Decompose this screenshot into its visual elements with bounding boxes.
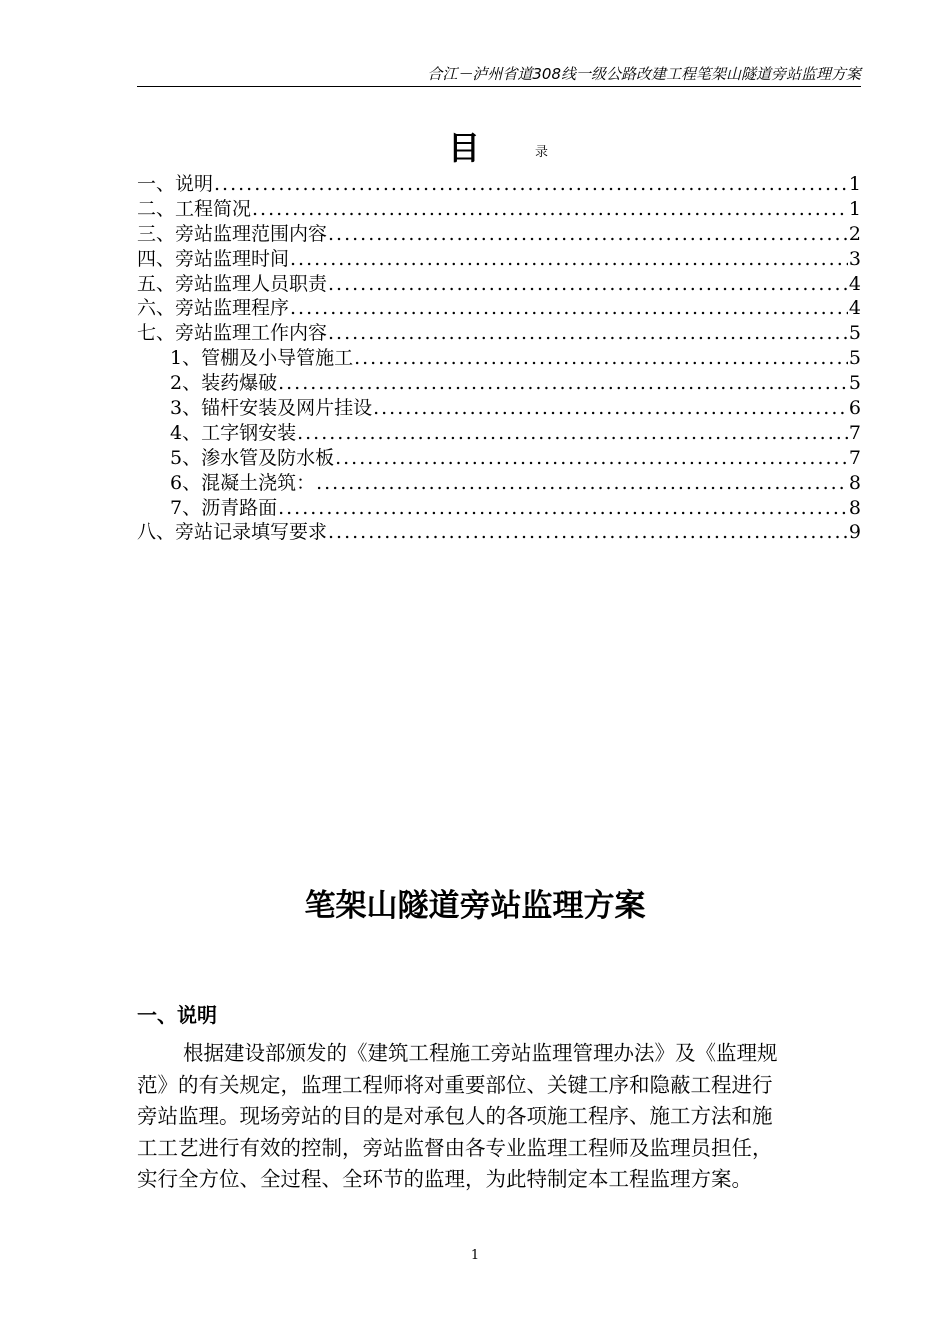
paragraph-line: 根据建设部颁发的《建筑工程施工旁站监理管理办法》及《监理规 — [183, 1041, 778, 1065]
toc-entry[interactable] — [137, 520, 861, 545]
toc-leader-dots — [328, 520, 848, 545]
toc-leader-dots — [214, 172, 848, 197]
table-of-contents — [137, 172, 861, 545]
toc-entry-label: 七、旁站监理工作内容 — [137, 322, 328, 345]
toc-entry-label: 三、旁站监理范围内容 — [137, 222, 328, 245]
toc-leader-dots — [328, 222, 848, 247]
toc-entry-label: 八、旁站记录填写要求 — [137, 521, 328, 544]
paragraph-line: 范》的有关规定，监理工程师将对重要部位、关键工序和隐蔽工程进行 — [137, 1072, 773, 1097]
toc-entry[interactable] — [137, 172, 861, 197]
toc-entry-label: 3、锚杆安装及网片挂设 — [170, 397, 373, 420]
toc-entry-page: 2 — [848, 222, 861, 245]
toc-leader-dots — [316, 471, 848, 496]
section-heading: 一、说明 — [137, 1003, 217, 1027]
toc-entry-label: 六、旁站监理程序 — [137, 297, 290, 320]
toc-entry-label: 5、渗水管及防水板 — [170, 446, 335, 469]
toc-entry-page: 5 — [848, 347, 861, 370]
toc-entry-label: 2、装药爆破 — [170, 372, 278, 395]
toc-leader-dots — [297, 421, 848, 446]
toc-leader-dots — [328, 321, 848, 346]
toc-entry-label: 一、说明 — [137, 173, 214, 195]
toc-leader-dots — [290, 247, 848, 272]
toc-title — [0, 128, 950, 172]
toc-leader-dots — [278, 496, 848, 521]
toc-leader-dots — [252, 197, 848, 222]
toc-leader-dots — [278, 371, 848, 396]
toc-entry-page: 4 — [848, 297, 861, 320]
toc-entry-page: 1 — [848, 197, 861, 220]
toc-entry-label: 7、沥青路面 — [170, 496, 278, 519]
toc-entry-page: 1 — [848, 173, 861, 195]
toc-entry[interactable] — [137, 222, 861, 247]
toc-entry[interactable] — [137, 446, 861, 471]
toc-entry-label: 4、工字钢安装 — [170, 421, 297, 444]
document-title: 笔架山隧道旁站监理方案 — [304, 888, 646, 924]
toc-entry[interactable] — [137, 396, 861, 421]
paragraph-line: 旁站监理。现场旁站的目的是对承包人的各项施工程序、施工方法和施 — [137, 1104, 773, 1128]
toc-leader-dots — [335, 446, 848, 471]
toc-entry[interactable] — [137, 272, 861, 297]
toc-entry-page: 7 — [848, 421, 861, 444]
toc-entry[interactable] — [137, 346, 861, 371]
toc-entry[interactable] — [137, 421, 861, 446]
toc-leader-dots — [290, 296, 848, 321]
toc-title-main: 目 — [448, 129, 481, 167]
toc-entry[interactable] — [137, 371, 861, 396]
toc-title-secondary: 录 — [535, 145, 549, 160]
toc-entry-label: 6、混凝土浇筑： — [170, 471, 316, 494]
toc-entry[interactable] — [137, 496, 861, 521]
toc-leader-dots — [354, 346, 848, 371]
paragraph-line: 工工艺进行有效的控制，旁站监督由各专业监理工程师及监理员担任， — [137, 1135, 773, 1160]
toc-entry[interactable] — [137, 471, 861, 496]
toc-entry-page: 9 — [848, 521, 861, 544]
toc-leader-dots — [373, 396, 848, 421]
toc-entry-page: 4 — [848, 272, 861, 295]
toc-entry-label: 1、管棚及小导管施工 — [170, 347, 354, 370]
toc-entry-page: 3 — [848, 247, 861, 270]
toc-entry-label: 二、工程简况 — [137, 197, 252, 220]
toc-entry[interactable] — [137, 247, 861, 272]
running-header — [137, 64, 861, 87]
toc-entry[interactable] — [137, 321, 861, 346]
toc-entry-page: 5 — [848, 372, 861, 395]
toc-entry-page: 6 — [848, 397, 861, 420]
toc-entry[interactable] — [137, 296, 861, 321]
toc-entry-page: 8 — [848, 496, 861, 519]
running-header-text: 合江－泸州省道308线一级公路改建工程笔架山隧道旁站监理方案 — [427, 65, 861, 83]
toc-entry-page: 5 — [848, 322, 861, 345]
toc-entry-label: 四、旁站监理时间 — [137, 247, 290, 270]
toc-entry[interactable] — [137, 197, 861, 222]
toc-leader-dots — [328, 272, 848, 297]
section-paragraph — [137, 1038, 861, 1196]
toc-entry-page: 7 — [848, 446, 861, 469]
toc-entry-page: 8 — [848, 471, 861, 494]
toc-entry-label: 五、旁站监理人员职责 — [137, 272, 328, 295]
page-number: 1 — [470, 1248, 480, 1263]
paragraph-line: 实行全方位、全过程、全环节的监理，为此特制定本工程监理方案。 — [137, 1167, 752, 1191]
page-footer — [0, 1248, 950, 1264]
